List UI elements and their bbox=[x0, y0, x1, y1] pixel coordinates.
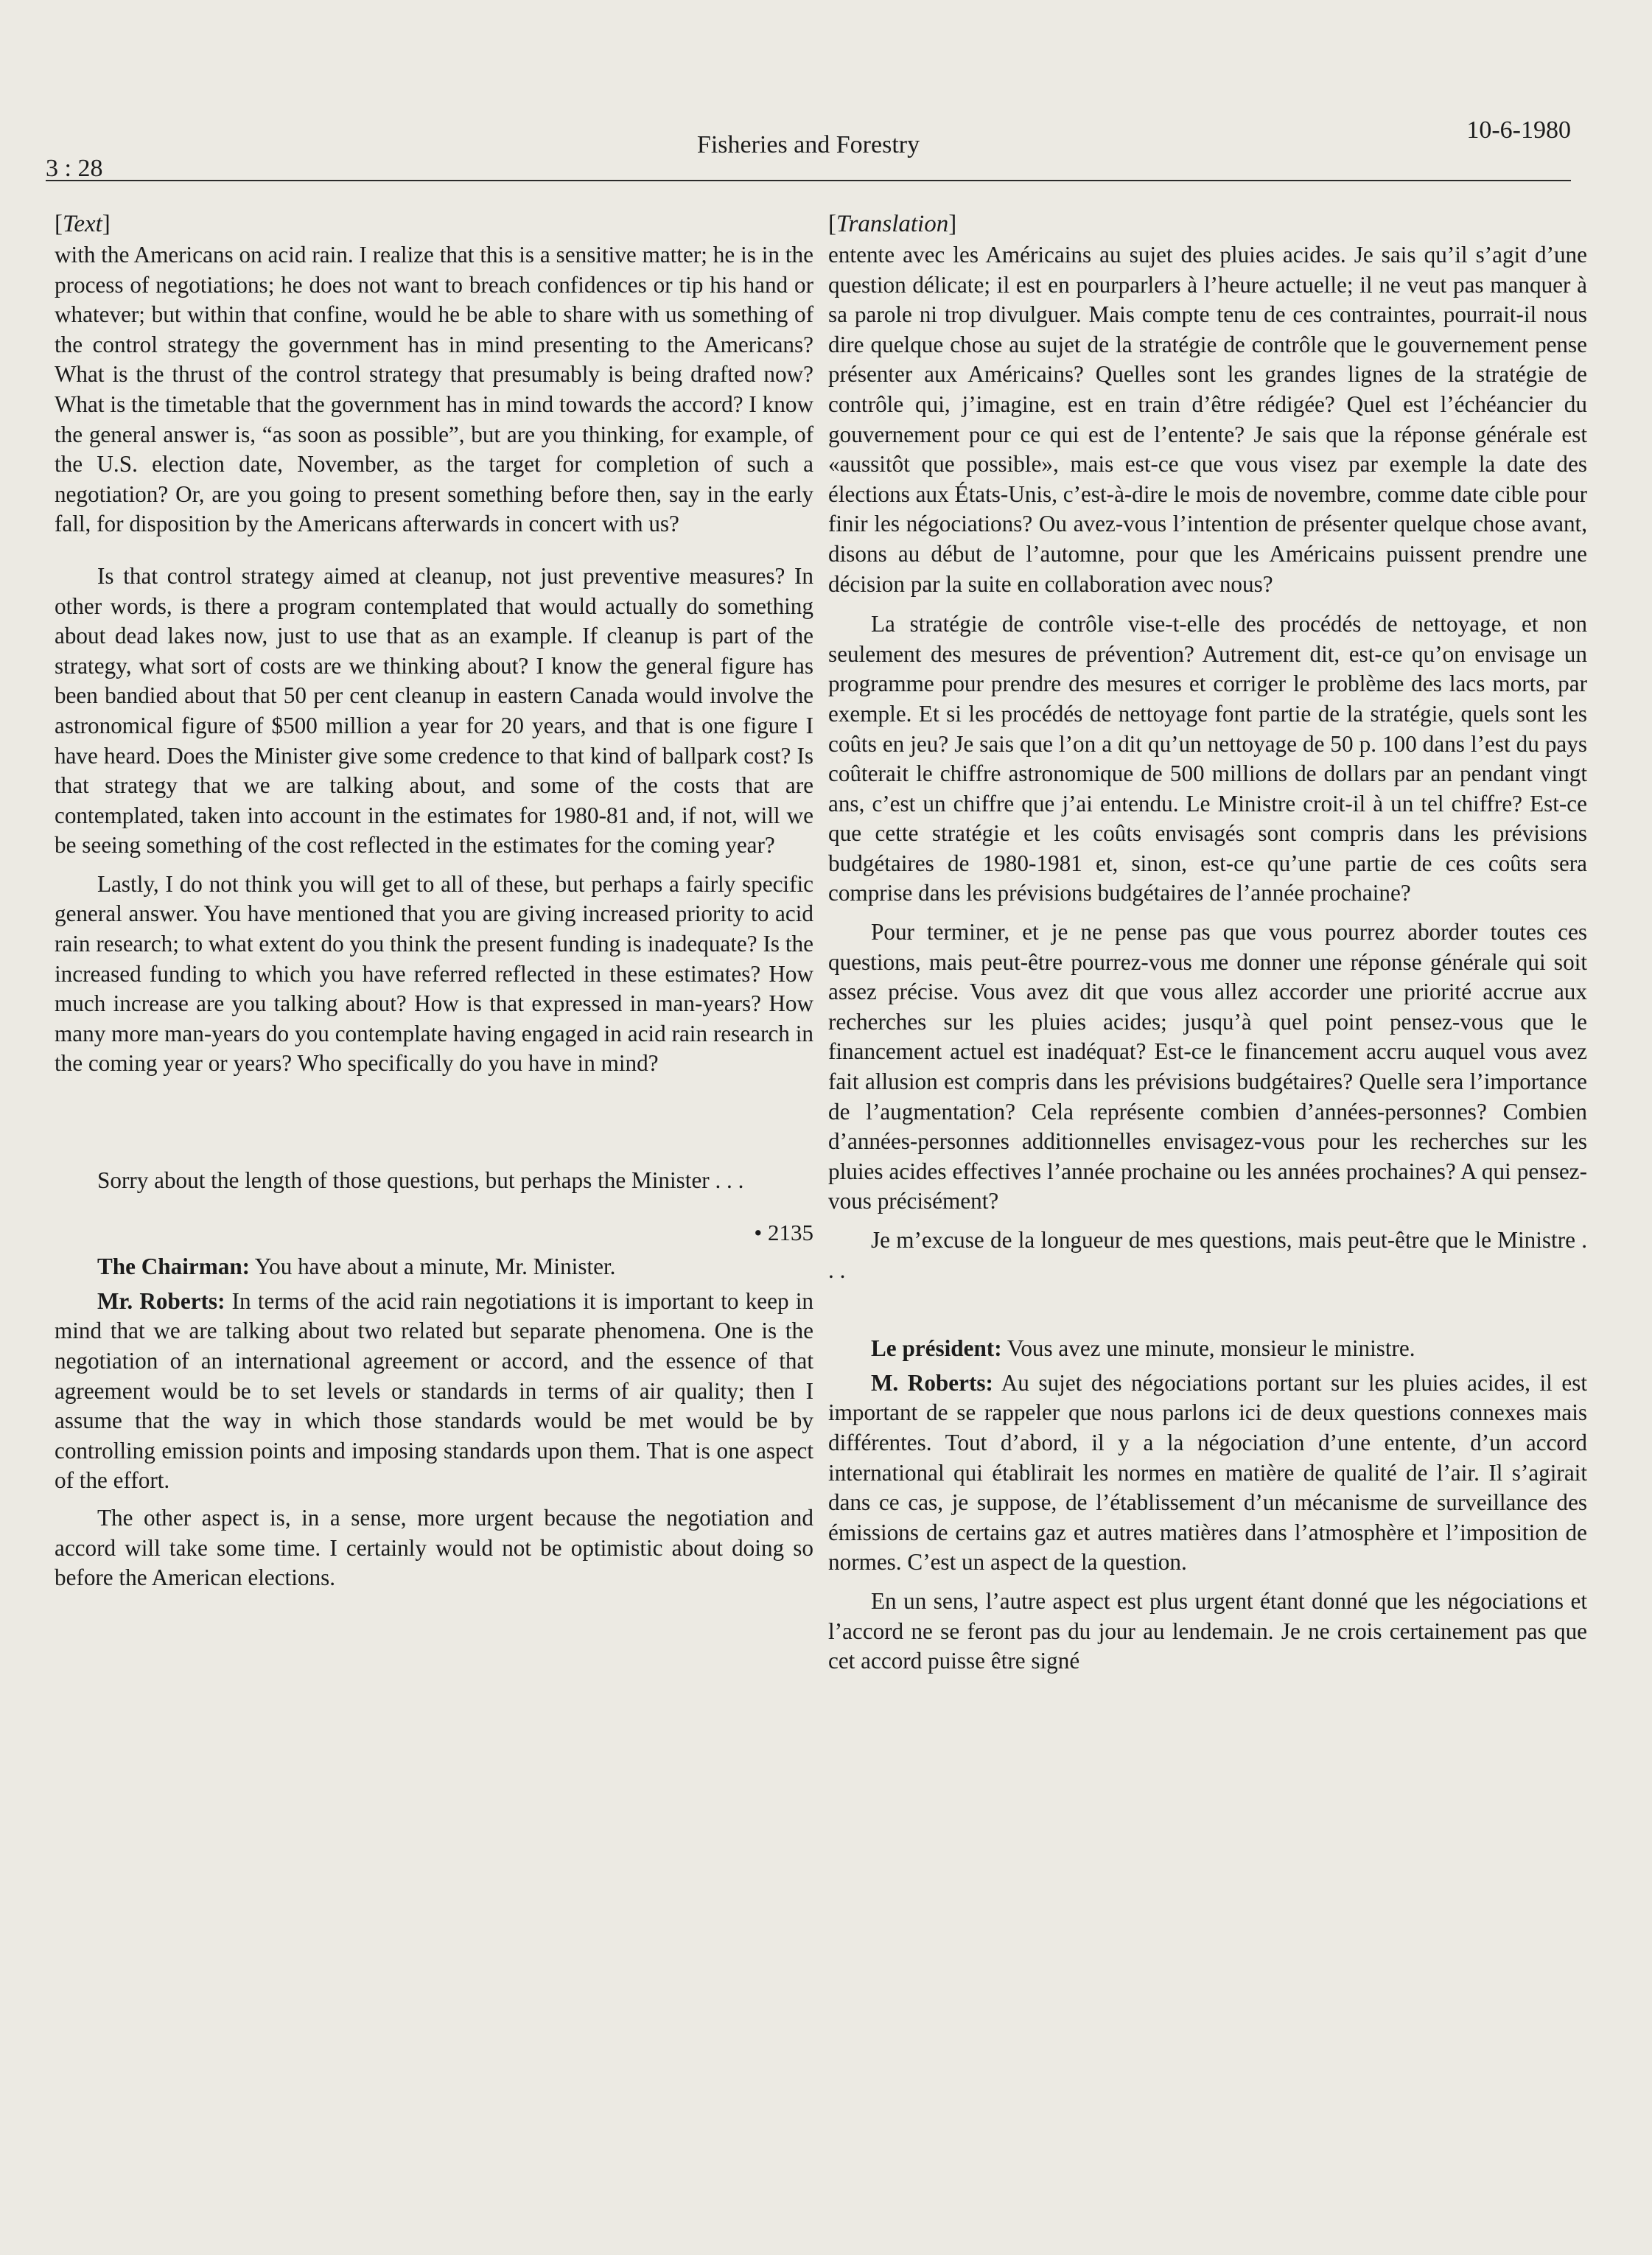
speech-roberts: M. Roberts: Au sujet des négociations portant sur les pluies acides, il est important de se rappeler que nous parlons ici de deux questions connexes mais différentes. Tout d’abord, il y a la négociation d’une entente, d’un accord international qui établirait les normes en matière de qualité de l’air. Il s’agirait dans ce cas, je suppose, de l’établissement d’un mécanisme de surveillance des émissions de certains gaz et autres matières dans l’atmosphère et l’imposition de normes. C’est un aspect de la question. bbox=[828, 1369, 1588, 1576]
speaker-name: The Chairman: bbox=[97, 1254, 251, 1280]
speaker-name: M. Roberts: bbox=[871, 1369, 993, 1396]
header-date: 10-6-1980 bbox=[1466, 116, 1571, 144]
running-title: Fisheries and Forestry bbox=[696, 131, 920, 158]
time-marker: • 2135 bbox=[754, 1219, 813, 1245]
paragraph: Is that control strategy aimed at cleanup, not just preventive measures? In other words, is there a program contemplated that would actually do something about dead lakes now, just to use that as an example. If cleanup is part of the strategy, what sort of costs are we thinking about? I know the general figure has been bandied about that 50 per cent cleanup in eastern Canada would involve the astronomical figure of $500 million a year for 20 years, and that is one figure I have heard. Does the Minister give some credence to that kind of ballpark cost? Is that strategy that we are talking about, and some of the costs that are contemplated, taken into account in the estimates for 1980-81 and, if not, will we be seeing something of the cost reflected in the estimates for the coming year? bbox=[55, 562, 813, 859]
french-column bbox=[828, 208, 1587, 1677]
speaker-name: Mr. Roberts: bbox=[97, 1287, 225, 1314]
speech-chairman: Le président: Vous avez une minute, monsieur le ministre. bbox=[871, 1335, 1415, 1362]
paragraph: Sorry about the length of those questions, but perhaps the Minister . . . bbox=[97, 1167, 744, 1194]
paragraph: with the Americans on acid rain. I realize that this is a sensitive matter; he is in the process of negotiations; he does not want to breach confidences or tip his hand or whatever; but within that confine, would he be able to share with us something of the control strategy the government has in mind presenting to the Americans? What is the thrust of the control strategy that presumably is being drafted now? What is the timetable that the government has in mind towards the accord? I know the general answer is, “as soon as possible”, but are you thinking, for example, of the U.S. election date, November, as the target for completion of such a negotiation? Or, are you going to present something before then, say in the early fall, for disposition by the Americans afterwards in concert with us? bbox=[55, 242, 813, 537]
paragraph: Lastly, I do not think you will get to all of these, but perhaps a fairly specific general answer. You have mentioned that you are giving increased priority to acid rain research; to what extent do you think the present funding is inadequate? Is the increased funding to which you have referred reflected in these estimates? How much increase are you talking about? How is that expressed in man-years? How many more man-years do you contemplate having engaged in acid rain research in the coming year or years? Who specifically do you have in mind? bbox=[55, 870, 813, 1077]
text-label: [Text] bbox=[55, 211, 111, 237]
paragraph: The other aspect is, in a sense, more urgent because the negotiation and accord will take some time. I certainly would not be optimistic about doing so before the American elections. bbox=[55, 1504, 813, 1591]
speech-chairman: The Chairman: You have about a minute, Mr. Minister. bbox=[97, 1254, 616, 1280]
page-header bbox=[46, 116, 1571, 181]
paragraph: Je m’excuse de la longueur de mes questions, mais peut-être que le Ministre . . . bbox=[828, 1227, 1587, 1283]
speech-roberts: Mr. Roberts: In terms of the acid rain negotiations it is important to keep in mind that we are talking about two related but separate phenomena. One is the negotiation of an international agreement or accord, and the essence of that agreement would be to set levels or standards in terms of air quality; then I assume that the way in which those standards would be met would be by controlling emission points and imposing standards upon them. That is one aspect of the effort. bbox=[55, 1287, 814, 1494]
page-number: 3 : 28 bbox=[46, 155, 103, 182]
paragraph: Pour terminer, et je ne pense pas que vous pourrez aborder toutes ces questions, mais peut-être pourrez-vous me donner une réponse générale qui soit assez précise. Vous avez dit que vous allez accorder une priorité accrue aux recherches sur les pluies acides; jusqu’à quel point pensez-vous que le financement actuel est inadéquat? Est-ce le financement accru auquel vous avez fait allusion est compris dans les prévisions budgétaires? Quelle sera l’importance de l’augmentation? Cela représente combien d’années-personnes? Combien d’années-personnes additionnelles envisagez-vous pour les recherches sur les pluies acides effectives l’année prochaine ou les années prochaines? A qui pensez-vous précisément? bbox=[828, 919, 1587, 1214]
paragraph: La stratégie de contrôle vise-t-elle des procédés de nettoyage, et non seulement des mesures de prévention? Autrement dit, est-ce qu’on envisage un programme pour prendre des mesures et corriger le problème des lacs morts, par exemple. Et si les procédés de nettoyage font partie de la stratégie, quels sont les coûts en jeu? Je sais que l’on a dit qu’un nettoyage de 50 p. 100 dans l’est du pays coûterait le chiffre astronomique de 500 millions de dollars par an pendant vingt ans, c’est un chiffre que j’ai entendu. Le Ministre croit-il à un tel chiffre? Est-ce que cette stratégie et les coûts envisagés sont compris dans les prévisions budgétaires de 1980-1981 et, sinon, est-ce qu’une partie de ces coûts sera comprise dans les prévisions budgétaires de l’année prochaine? bbox=[828, 611, 1587, 906]
paragraph: entente avec les Américains au sujet des pluies acides. Je sais qu’il s’agit d’une question délicate; il est en pourparlers à l’heure actuelle; il ne veut pas manquer à sa parole ni trop divulguer. Mais compte tenu de ces contraintes, pourrait-il nous dire quelque chose au sujet de la stratégie de contrôle que le gouvernement pense présenter aux Américains? Quelles sont les grandes lignes de la stratégie de contrôle qui, j’imagine, est en train d’être rédigée? Quel est l’échéancier du gouvernement pour ce qui est de l’entente? Je sais que la réponse générale est «aussitôt que possible», mais est-ce que vous visez par exemple la date des élections aux États-Unis, c’est-à-dire le mois de novembre, comme date cible pour finir les négociations? Ou avez-vous l’intention de présenter quelque chose avant, disons au début de l’automne, pour que les Américains puissent prendre une décision par la suite en collaboration avec nous? bbox=[828, 242, 1587, 597]
paragraph: En un sens, l’autre aspect est plus urgent étant donné que les négociations et l’accord ne se feront pas du jour au lendemain. Je ne crois certainement pas que cet accord puisse être signé bbox=[828, 1587, 1587, 1674]
speaker-name: Le président: bbox=[871, 1335, 1002, 1362]
english-column bbox=[55, 208, 813, 1593]
translation-label: [Translation] bbox=[828, 211, 957, 237]
